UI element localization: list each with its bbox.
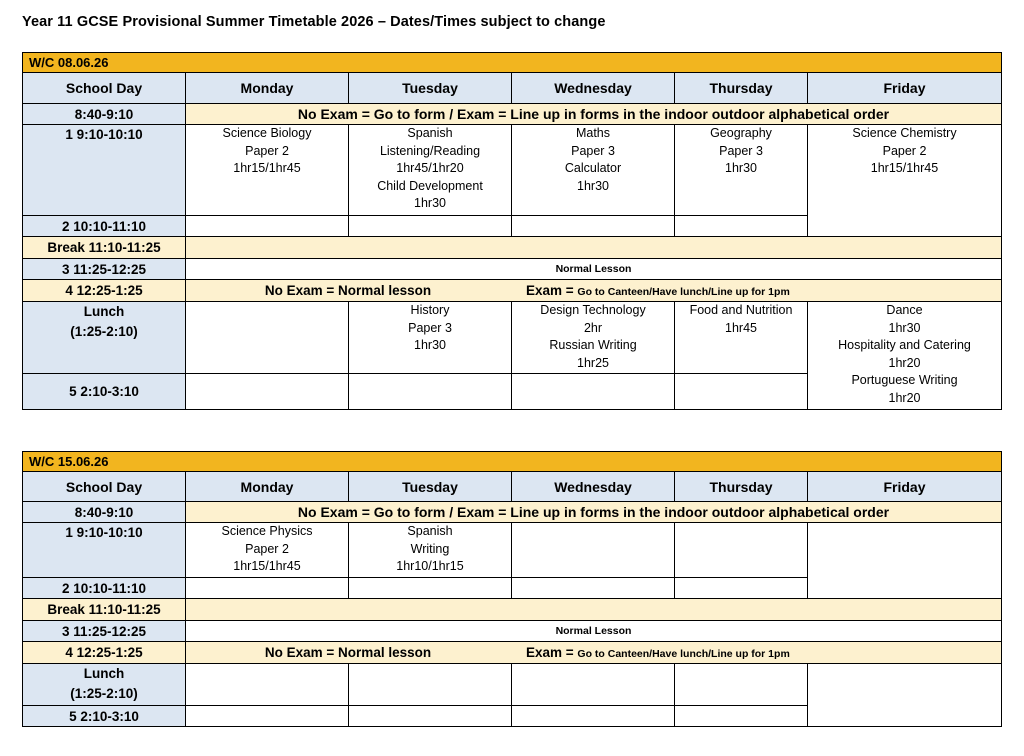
exam-cell	[512, 523, 675, 578]
normal-lesson-cell: Normal Lesson	[186, 259, 1002, 280]
empty-cell	[675, 216, 808, 237]
week-label: W/C 15.06.26	[23, 452, 1002, 472]
period-5: 5 2:10-3:10	[23, 374, 186, 410]
period-4: 4 12:25-1:25	[23, 642, 186, 664]
exam-cell	[808, 523, 1002, 599]
exam-line: Geography	[710, 126, 772, 140]
exam-cell	[349, 523, 512, 578]
exam-cell	[512, 664, 675, 706]
exam-cell	[675, 664, 808, 706]
exam-line: Science Biology	[222, 126, 312, 140]
empty-cell	[186, 216, 349, 237]
exam-line: 1hr30	[414, 196, 446, 210]
no-exam-text: No Exam = Normal lesson	[264, 645, 432, 660]
period-1: 1 9:10-10:10	[23, 125, 186, 216]
registration-notice: No Exam = Go to form / Exam = Line up in forms in the indoor outdoor alphabetical order	[186, 104, 1002, 125]
exam-label: Exam =	[526, 283, 578, 298]
exam-line: 1hr30	[888, 320, 921, 335]
break-cell	[186, 237, 1002, 259]
exam-line: Paper 2	[245, 143, 289, 158]
header-school-day: School Day	[23, 472, 186, 502]
exam-line: Paper 3	[719, 143, 763, 158]
empty-cell	[512, 578, 675, 599]
exam-line: Dance	[886, 303, 923, 317]
empty-cell	[349, 216, 512, 237]
period-break: Break 11:10-11:25	[23, 599, 186, 621]
exam-cell	[186, 523, 349, 578]
header-tuesday: Tuesday	[349, 73, 512, 104]
empty-cell	[675, 374, 808, 410]
period-break: Break 11:10-11:25	[23, 237, 186, 259]
timetable-week-1	[22, 52, 1002, 410]
period-lunch: Lunch (1:25-2:10)	[23, 302, 186, 374]
empty-cell	[186, 374, 349, 410]
header-thursday: Thursday	[675, 73, 808, 104]
document-title: Year 11 GCSE Provisional Summer Timetable 2026 – Dates/Times subject to change	[22, 14, 606, 30]
exam-line: 1hr15/1hr45	[233, 559, 301, 573]
empty-cell	[675, 706, 808, 727]
exam-line: 1hr25	[577, 355, 609, 370]
exam-cell	[512, 302, 675, 374]
exam-cell	[186, 125, 349, 216]
exam-line: Paper 3	[408, 320, 452, 335]
exam-cell	[675, 523, 808, 578]
period-lunch: Lunch (1:25-2:10)	[23, 664, 186, 706]
exam-line: Writing	[410, 541, 450, 556]
exam-line: 1hr30	[577, 178, 609, 193]
exam-line: Paper 2	[245, 541, 289, 556]
exam-line: 1hr20	[888, 390, 921, 405]
exam-instruction: Go to Canteen/Have lunch/Line up for 1pm	[577, 648, 790, 660]
exam-cell	[675, 302, 808, 374]
period-5: 5 2:10-3:10	[23, 706, 186, 727]
empty-cell	[512, 374, 675, 410]
normal-lesson-cell: Normal Lesson	[186, 621, 1002, 642]
period-4-instructions	[186, 642, 1002, 664]
exam-instruction: Go to Canteen/Have lunch/Line up for 1pm	[577, 286, 790, 298]
exam-line: Maths	[575, 126, 611, 140]
exam-cell	[808, 302, 1002, 410]
exam-cell	[808, 125, 1002, 237]
exam-line: Paper 2	[882, 143, 927, 158]
empty-cell	[349, 706, 512, 727]
exam-cell	[808, 664, 1002, 727]
empty-cell	[675, 578, 808, 599]
period-registration: 8:40-9:10	[23, 502, 186, 523]
header-monday: Monday	[186, 73, 349, 104]
exam-line: 1hr30	[414, 338, 446, 352]
period-registration: 8:40-9:10	[23, 104, 186, 125]
timetable-week-2	[22, 451, 1002, 727]
exam-line: 1hr30	[725, 161, 757, 175]
exam-cell	[349, 664, 512, 706]
exam-cell	[512, 125, 675, 216]
empty-cell	[512, 706, 675, 727]
period-2: 2 10:10-11:10	[23, 216, 186, 237]
header-friday: Friday	[808, 472, 1002, 502]
exam-line: Spanish	[407, 126, 453, 140]
header-friday: Friday	[808, 73, 1002, 104]
exam-label: Exam =	[526, 645, 578, 660]
exam-line: Calculator	[564, 161, 622, 175]
exam-cell	[186, 664, 349, 706]
period-4: 4 12:25-1:25	[23, 280, 186, 302]
header-wednesday: Wednesday	[512, 472, 675, 502]
header-tuesday: Tuesday	[349, 472, 512, 502]
exam-line: Russian Writing	[549, 338, 637, 352]
exam-line: Child Development	[377, 178, 483, 193]
empty-cell	[349, 578, 512, 599]
period-4-instructions	[186, 280, 1002, 302]
header-thursday: Thursday	[675, 472, 808, 502]
empty-cell	[186, 578, 349, 599]
header-school-day: School Day	[23, 73, 186, 104]
exam-line: Spanish	[407, 524, 453, 538]
exam-line: Portuguese Writing	[851, 373, 958, 387]
exam-line: 1hr15/1hr45	[233, 161, 301, 175]
exam-line: Science Physics	[221, 524, 313, 538]
exam-line: Hospitality and Catering	[838, 338, 971, 352]
exam-line: Design Technology	[540, 303, 646, 317]
exam-line: 1hr10/1hr15	[396, 559, 464, 573]
header-monday: Monday	[186, 472, 349, 502]
exam-line: Food and Nutrition	[689, 303, 793, 317]
empty-cell	[512, 216, 675, 237]
week-label: W/C 08.06.26	[23, 53, 1002, 73]
exam-line: 1hr45	[725, 320, 757, 335]
period-3: 3 11:25-12:25	[23, 621, 186, 642]
registration-notice: No Exam = Go to form / Exam = Line up in forms in the indoor outdoor alphabetical order	[186, 502, 1002, 523]
period-3: 3 11:25-12:25	[23, 259, 186, 280]
no-exam-text: No Exam = Normal lesson	[264, 283, 432, 298]
period-2: 2 10:10-11:10	[23, 578, 186, 599]
exam-line: History	[410, 303, 450, 317]
exam-cell	[675, 125, 808, 216]
exam-line: 1hr15/1hr45	[870, 161, 939, 175]
period-1: 1 9:10-10:10	[23, 523, 186, 578]
exam-line: 1hr20	[888, 355, 921, 370]
empty-cell	[349, 374, 512, 410]
exam-cell	[349, 302, 512, 374]
break-cell	[186, 599, 1002, 621]
exam-line: Paper 3	[571, 143, 615, 158]
empty-cell	[186, 706, 349, 727]
exam-line: 1hr45/1hr20	[396, 161, 464, 175]
exam-line: Listening/Reading	[379, 143, 481, 158]
exam-line: Science Chemistry	[852, 126, 957, 140]
exam-cell	[349, 125, 512, 216]
header-wednesday: Wednesday	[512, 73, 675, 104]
exam-cell	[186, 302, 349, 374]
exam-line: 2hr	[583, 320, 603, 335]
